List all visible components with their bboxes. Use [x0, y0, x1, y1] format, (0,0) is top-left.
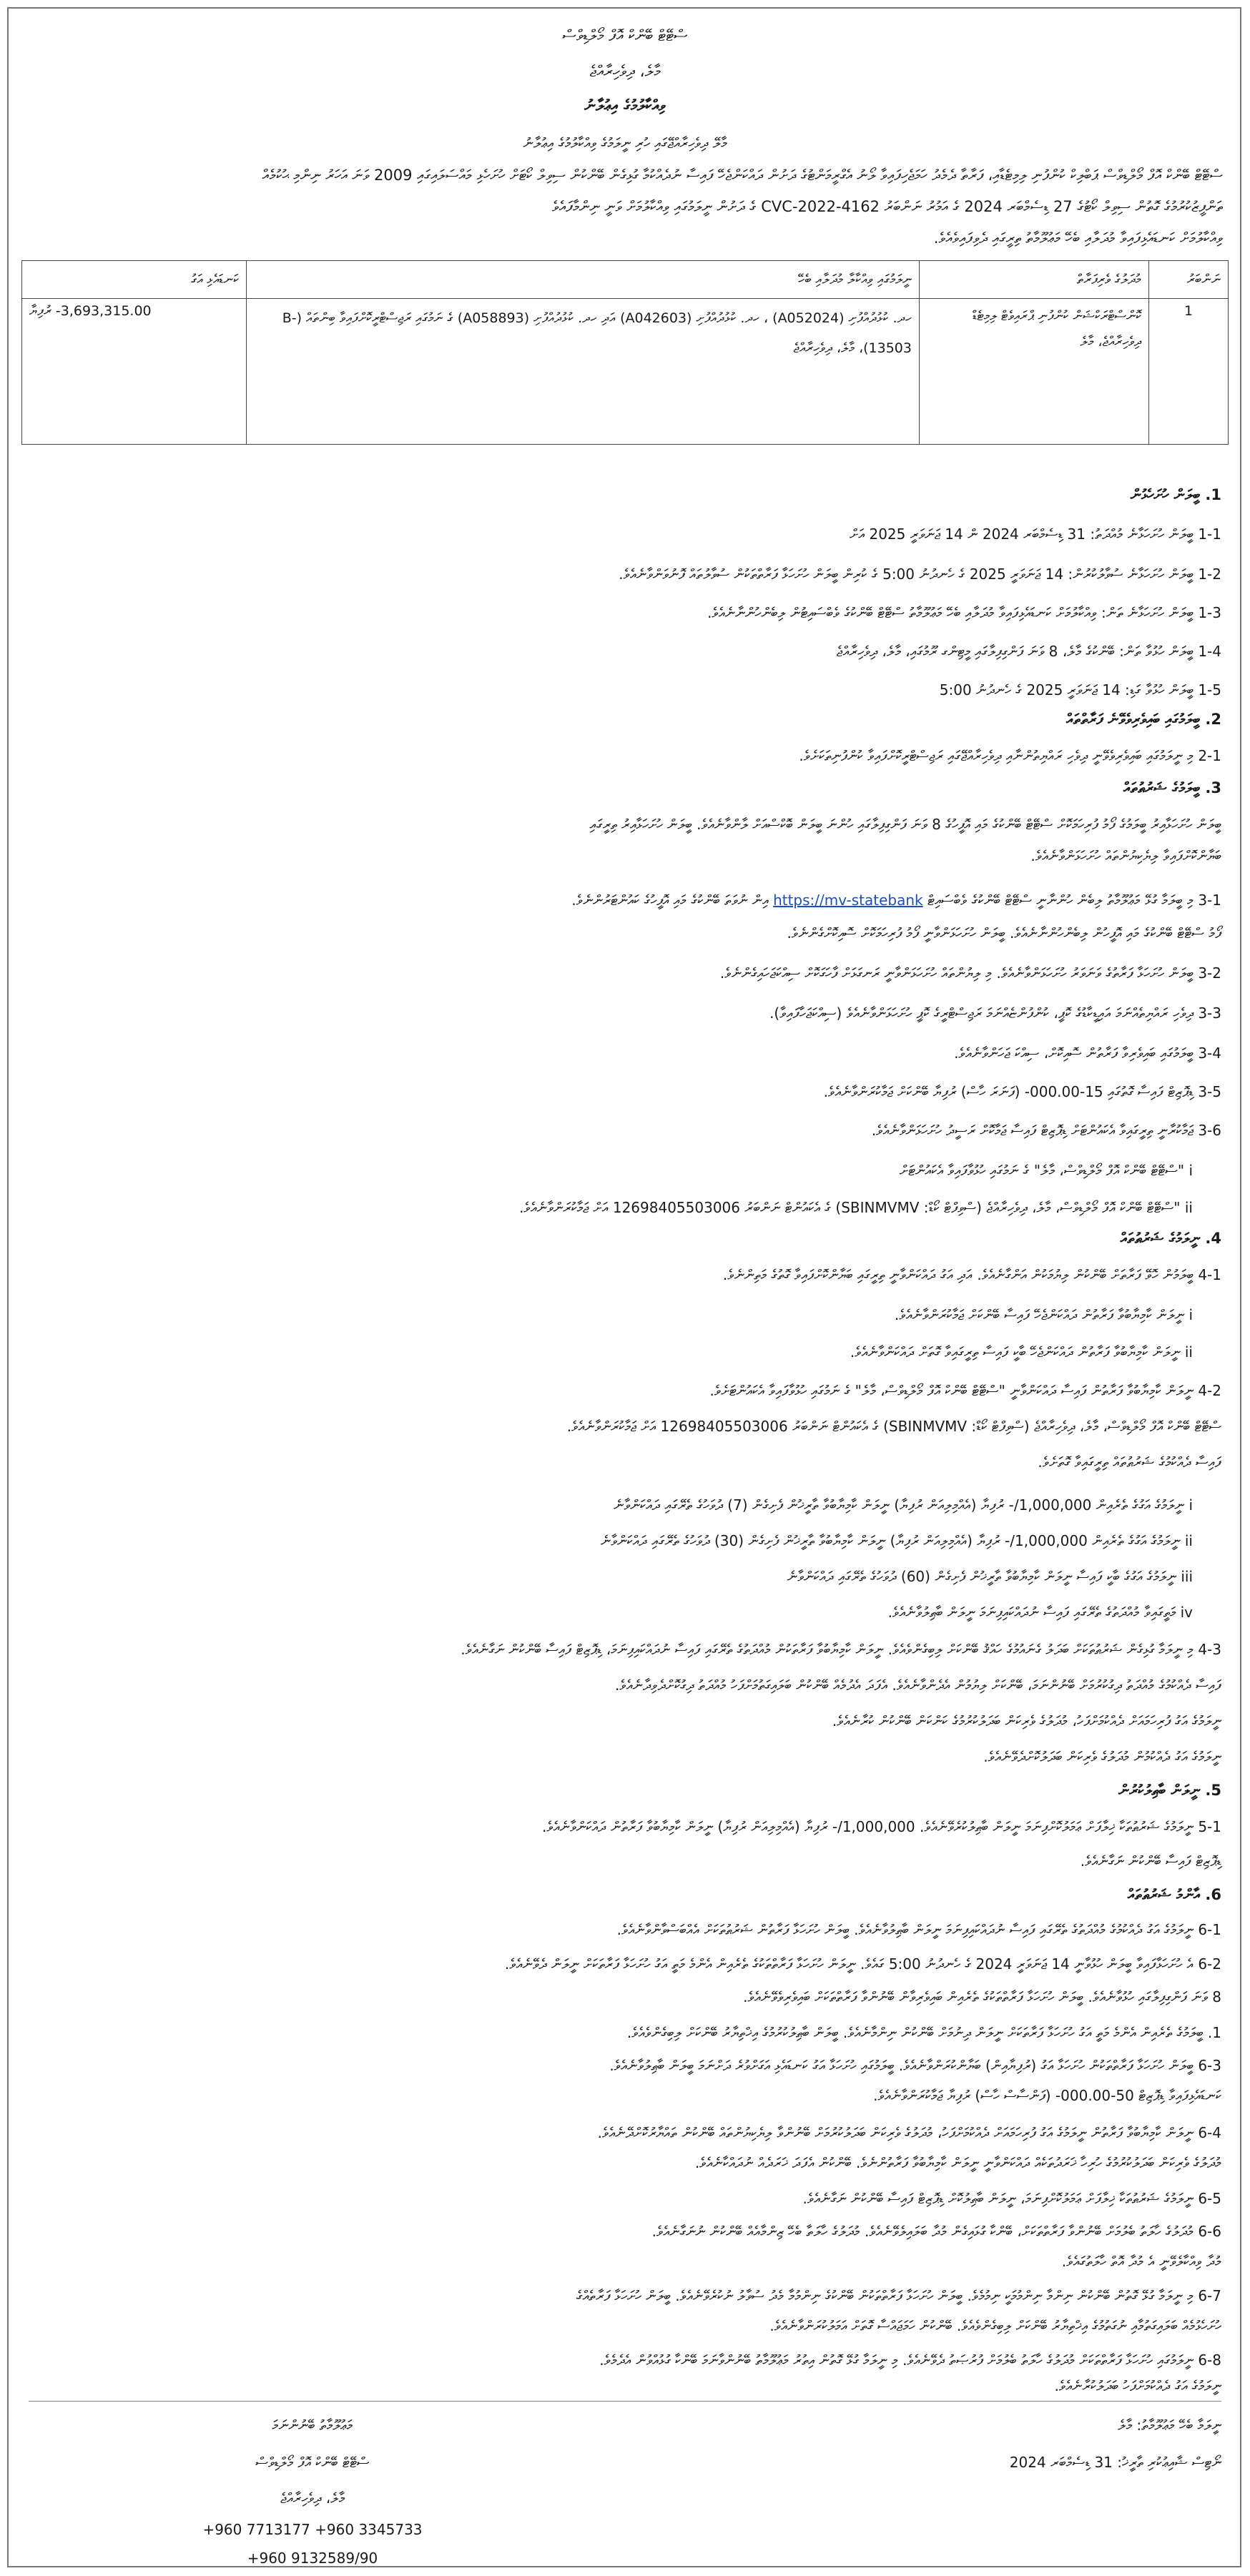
section-4-heading: 4. ނީލަމުގެ ޝަރުޠުތައް: [1120, 1230, 1221, 1247]
col-description: ނީލަމުގައި ވިއްކާލާ މުދަލާއި ބެހޭ: [247, 261, 920, 299]
property-table: [21, 260, 1229, 445]
item-6-line: ނީލަމުގެ އަގު ދެއްކުމަށްފަހު ބަދަލުކުރާނެއެވެ.: [1054, 2377, 1221, 2394]
item-6-line: މުދަލުގެ ވެރިކަން ބަދަލުކުރުމުގެ ހުރިހާ ޚަރަދުތަކެއް ދައްކަންވާނީ ނީލަން ކާމިޔާބުވާ ފަރާތުންނެވެ. ބޭންކުން އެފަދަ ޚަރަދެއް ނުދައްކާނެއެވެ.: [694, 2154, 1221, 2171]
item-4-2-i: i ނީލަމުގެ އަގުގެ ތެރެއިން 1,000,000/- ރުފިޔާ (އެއްމިލިއަން ރުފިޔާ) ނީލަން ކާމިޔާބުވާ ތާރީޚުން ފެށިގެން (7) ދުވަހުގެ ތެރޭގައި ދައްކަންވާނެ: [614, 1496, 1193, 1514]
item-6-line: 6-8 ނީލަމުގައި ހުށަހަޅާ ފަރާތްތަކަށް މުދަލުގެ ހާލަތު ބެލުމަށް ފުރުޞަތު ދެވޭނެއެވެ. މި ނީލަމާ ގުޅޭ ގޮތުން އިތުރު މަޢުލޫމާތު ބޭނުންވާނަމަ ބޭންކާ ގުޅުއްވުން އެދެމެވެ.: [599, 2352, 1221, 2369]
item-6-line: 1. ބީލަމުގެ ތެރެއިން އެންމެ މަތީ އަގު ހުށަހަޅާ ފަރާތަކަށް ނީލަން ދިނުމަށް ބޭންކުން ނިންމާނެއެވެ. ބީލަން ބާޠިލުކުރުމުގެ އިޚްތިޔާރު ބޭންކަށް ލިބިގެންވެއެވެ.: [626, 2024, 1221, 2041]
footer-divider: [29, 2401, 1221, 2402]
row-price: 3,693,315.00- ރުފިޔާ: [22, 299, 247, 445]
item-4-3-line-3: ނީލަމުގެ އަގު ފުރިހަމައަށް ދެއްކުމަށްފަހު، މުދަލުގެ ވެރިކަން ބަދަލުކުރުމުގެ ކަންކަން ބޭންކުން ކުރާނެއެވެ.: [832, 1712, 1221, 1729]
section-3-intro-1: ބީލަން ހުށަހަޅާއިރު ބީލަމުގެ ފޯމު ފުރިހަމަކޮށް ސްޓޭޓް ބޭންކުގެ މައި އޮފީހުގެ 8 ވަނަ ފަންގިފިލާގައި ހުންނަ ބީލަން ބޮކްސްއަށް ލާންވާނެއެވެ. ބީލަން ހުށަހަޅާއިރު ތިރީގައި: [589, 816, 1221, 833]
item-4-3-line-4: ނީލަމުގެ އަގު ދެއްކުމުން މުދަލުގެ ވެރިކަން ބަދަލުކޮށްދެވޭނެއެވެ.: [983, 1748, 1221, 1765]
item-6-line: 6-4 ނީލަން ކާމިޔާބުވާ ފަރާތުން ނީލަމުގެ އަގު ފުރިހަމައަށް ދެއްކުމަށްފަހު، މުދަލުގެ ވެރިކަން ބަދަލުކުރުމަށް ބޭނުންވާ ލިޔެކިޔުންތައް ބޭންކުން ތައްޔާރުކޮށްދޭނެއެވެ.: [597, 2124, 1221, 2141]
item-4-3-line-2: ފައިސާ ދެއްކުމުގެ މުއްދަތު ދިގުކުރުމަށް ބޭނުންނަމަ، ބޭންކަށް ލިޔުމުން އެދެންވާނެއެވެ. އެފަދަ އެދުމެއް ބޭންކުން ބަލައިގަތުމަށްފަހު މުއްދަތު ދިގުކޮށްދެވިދާނެއެވެ.: [614, 1677, 1221, 1694]
item-6-line: 6-2 އެ ހުށަހަޅާފައިވާ ބީލަން ހުޅުވާނީ 14 ޖަނަވަރީ 2024 ގެ ހެނދުނު 5:00 ގައެވެ. ނީލަން ހުށަހަޅާ ފަރާތްތަކުގެ ތެރެއިން އެންމެ މަތީ އަގު ހުށަހަޅާ ފަރާތަކަށް ނީލަން ދެވޭނެއެވެ.: [504, 1955, 1221, 1973]
item-4-1: 4-1 ބީލަމުން ހޮވޭ ފަރާތަށް ބޭންކުން ލިޔުމަކުން އަންގާނެއެވެ. އަދި އަގު ދައްކަންވާނީ ތިރީގައި ބަޔާންކޮށްފައިވާ ގޮތުގެ މަތިންނެވެ.: [722, 1266, 1221, 1283]
intro-line-2: ތަންފީޒުކުރުމުގެ ގޮތުން ސިވިލް ކޯޓުގެ 27 ޑިސެމްބަރ 2024 ގެ އަމުރު ނަންބަރު 4162-CVC-2022 ގެ ދަށުން ނީލަމުގައި ވިއްކާލުމަށް ވަނީ ނިންމާފައެވެ: [552, 198, 1223, 215]
item-3-6-i: i "ސްޓޭޓް ބޭންކް އޮފް މޯލްޑިވްސް، މާލެ" ގެ ނަމުގައި ހުޅުވާފައިވާ އެކައުންޓަށް: [899, 1162, 1193, 1179]
item-4-2-iii: iii ނީލަމުގެ އަގުގެ ބާކީ ފައިސާ ނީލަން ކާމިޔާބުވާ ތާރީޚުން ފެށިގެން (60) ދުވަހުގެ ތެރޭގައި ދައްކަންވާނެ: [787, 1568, 1193, 1585]
item-6-line: މުދާ ވިއްކާލެވޭނީ އެ މުދާ އޮތް ހާލަތުގައެވެ.: [1061, 2253, 1221, 2270]
item-4-1-ii: ii ނީލަން ކާމިޔާބުވާ ފަރާތުން ދައްކަންޖެހޭ ބާކީ ފައިސާ ތިރީގައިވާ ގޮތަށް ދައްކަންވާނެއެވެ.: [850, 1343, 1193, 1361]
section-3-heading: 3. ބީލަމުގެ ޝަރުޠުތައް: [1123, 779, 1221, 796]
col-number: ނަންބަރު: [1149, 261, 1229, 299]
item-6-line: ހުށަހެޅުމެއް ބަލައިގަތުމާއި ނުގަތުމުގެ އިޚްތިޔާރު ބޭންކަށް ލިބިގެންވެއެވެ. ބޭންކުން ހަމަޖައްސާ ގޮތަށް އަމަލުކުރަންވާނެއެވެ.: [769, 2317, 1221, 2334]
item-4-2-iv: iv މަތީގައިވާ މުއްދަތުގެ ތެރޭގައި ފައިސާ ނުދައްކައިފިނަމަ ނީލަން ބާޠިލުވާނެއެވެ.: [887, 1604, 1193, 1621]
item-3-3: 3-3 ދިވެހި ރައްޔިތެއްނަމަ އައިޑީކާޑުގެ ކޮޕީ، ކުންފުންޏެއްނަމަ ރަޖިސްޓްރީގެ ކޮޕީ ހުށަހަޅަންވާނެއެވެ (ސިއްކަޖަހާފައިވާ).: [769, 1005, 1221, 1022]
item-4-2: 4-2 ނީލަން ކާމިޔާބުވާ ފަރާތުން ފައިސާ ދައްކަންވާނީ "ސްޓޭޓް ބޭންކް އޮފް މޯލްޑިވްސް، މާލެ" ގެ ނަމުގައި ހުޅުވާފައިވާ އެކައުންޓަށެވެ.: [709, 1382, 1221, 1399]
item-1-2: 1-2 ބީލަން ހުށަހަޅާނެ ސުވާލުކުރުން: 14 ޖަނަވަރީ 2025 ގެ ހެނދުނު 5:00 ގެ ކުރިން ބީލަން ހުށަހަޅާ ފަރާތްތަކުން ސުވާލުތައް ފޮނުވަންވާނެއެވެ.: [619, 566, 1221, 583]
col-price: ކަނޑައެޅި އަގު: [22, 261, 247, 299]
item-4-3: 4-3 މި ނީލަމާ ގުޅިގެން ޝަރުޠުތަކަށް ބަދަލު ގެނައުމުގެ ހައްޤު ބޭންކަށް ލިބިގެންވެއެވެ. ނީލަން ކާމިޔާބުވާ ފަރާތަކުން މުއްދަތުގެ ތެރޭގައި ފައިސާ ނުދައްކައިފިނަމަ، ޑިޕޮޒިޓް ފައިސާ ބޭންކުން ނަގާނެއެވެ.: [461, 1641, 1221, 1658]
footer-location: ނީލަމާ ބެހޭ މަޢުލޫމާތު: މާލެ: [1118, 2417, 1221, 2434]
item-6-line: 6-1 ނީލަމުގެ އަގު ދެއްކުމުގެ މުއްދަތުގެ ތެރޭގައި ފައިސާ ނުދައްކައިފިނަމަ ނީލަން ބާޠިލުވާނެއެވެ. ބީލަން ހުށަހަޅާ ފަރާތުން ޝަރުޠުތަކަށް އެއްބަސްވާންވާނެއެވެ.: [616, 1921, 1221, 1938]
item-5-1: 5-1 ނީލަމުގެ ޝަރުޠުތަކާ ޚިލާފަށް ޢަމަލުކޮށްފިނަމަ ނީލަން ބާޠިލުކުރެވޭނެއެވެ. 1,000,000/- ރުފިޔާ (އެއްމިލިއަން ރުފިޔާ) ނީލަން ކާމިޔާބުވާ ފަރާތުން ދައްކަންވާނެއެވެ.: [542, 1818, 1221, 1835]
row-number: 1: [1149, 299, 1229, 445]
footer-date: ނޯޓިސް ޝާއިޢުކުރި ތާރީޚު: 31 ޑިސެމްބަރ 2024: [1009, 2454, 1221, 2471]
table-row: [22, 299, 1229, 445]
item-3-5: 3-5 ޑިޕޮޒިޓް ފައިސާ ގޮތުގައި 15-000.00- (ފަނަރަ ހާސް) ރުފިޔާ ބޭންކަށް ޖަމާކުރަންވާނެއެވެ.: [823, 1083, 1221, 1100]
item-3-6: 3-6 ޖަމާކުރާނީ ތިރީގައިވާ އެކައުންޓަށް ޑިޕޮޒިޓް ފައިސާ ޖަމާކޮށް ރަސީދު ހުށަހަޅަންވާނެއެވެ.: [871, 1122, 1221, 1139]
row-description: ހދ. ކުޅުދުއްފުށި (A052024) ، ހދ. ކުޅުދުއްފުށި (A042603) އަދި ހދ. ކުޅުދުއްފުށި (A058893) ގެ ނަމުގައި ރަޖިސްޓްރީކޮށްފައިވާ ބިންތައް (B-13503)، މާލެ، ދިވެހިރާއްޖެ: [247, 299, 920, 445]
section-1-heading: 1. ބީލަން ހުށަހެޅުން: [1130, 486, 1221, 503]
section-3-intro-2: ބަޔާންކޮށްފައިވާ ލިޔެކިޔުންތައް ހުށަހަޅަންވާނެއެވެ.: [1030, 847, 1221, 864]
intro-line-3: ވިއްކާލުމަށް ކަނޑައެޅިފައިވާ މުދަލާއި ބެހޭ މަޢުލޫމާތު ތިރީގައި ދެވިފައިވެއެވެ.: [933, 230, 1223, 247]
footer-bank-name: ސްޓޭޓް ބޭންކް އޮފް މޯލްޑިވްސް: [255, 2454, 370, 2471]
item-5-1-line-2: ޑިޕޮޒިޓް ފައިސާ ބޭންކުން ނަގާނެއެވެ.: [1080, 1852, 1221, 1870]
item-3-6-ii: ii "ސްޓޭޓް ބޭންކް އޮފް މޯލްޑިވްސް، މާލެ، ދިވެހިރާއްޖެ (ސްވިފްޓް ކޯޑް: SBINMVMV) ގެ އެކައުންޓް ނަންބަރު 12698405503006 އަށް ޖަމާކުރަންވާނެއެވެ.: [519, 1199, 1193, 1216]
bank-name: ސްޓޭޓް ބޭންކް އޮފް މޯލްޑިވްސް: [562, 27, 688, 45]
table-header-row: [22, 261, 1229, 299]
notice-title: ވިއްކާލުމުގެ އިޢުލާނު: [584, 97, 666, 115]
item-6-line: 6-6 މުދަލުގެ ހާލަތު ބެލުމަށް ބޭނުންވާ ފަރާތްތަކަށް، ބޭންކާ ގުޅައިގެން މުދާ ބަލައިލެވޭނެއެވެ. މުދަލުގެ ހާލަތާ ބެހޭ ޒިންމާއެއް ބޭންކުން ނުނަގާނެއެވެ.: [651, 2223, 1221, 2240]
section-5-heading: 5. ނީލަން ބާޠިލުކުރުން: [1118, 1782, 1221, 1799]
item-6-line: 6-5 ނީލަމުގެ ޝަރުޠުތަކާ ޚިލާފަށް ޢަމަލުކޮށްފިނަމަ، ނީލަން ބާޠިލުކޮށް ޑިޕޮޒިޓް ފައިސާ ބޭންކުން ނަގާނެއެވެ.: [802, 2190, 1221, 2207]
bank-city: މާލެ، ދިވެހިރާއްޖެ: [589, 63, 661, 81]
item-1-5: 1-5 ބީލަން ހުޅުވާ ގަޑި: 14 ޖަނަވަރީ 2025 ގެ ހެނދުނު 5:00: [939, 681, 1221, 699]
item-2-1: 2-1 މި ނީލަމުގައި ބައިވެރިވެވޭނީ ދިވެހި ރައްޔިތުންނާއި ދިވެހިރާއްޖޭގައި ރަޖިސްޓްރީކޮށްފައިވާ ކުންފުނިތަކަށެވެ.: [799, 747, 1221, 764]
section-2-heading: 2. ބީލަމުގައި ބައިވެރިވެވޭނެ ފަރާތްތައް: [1066, 711, 1221, 728]
statebank-link[interactable]: https://mv-statebank: [773, 892, 923, 909]
item-1-3: 1-3 ބީލަން ހުށަހަޅާނެ ތަން: ވިއްކާލުމަށް ކަނޑައެޅިފައިވާ މުދަލާއި ބެހޭ މަޢުލޫމާތު ސްޓޭޓް ބޭންކުގެ ވެބްސައިޓުން ލިބެންހުންނާނެއެވެ.: [707, 604, 1221, 621]
item-6-line: 8 ވަނަ ފަންގިފިލާގައި ހުޅުވާނެއެވެ. ބީލަން ހުށަހަޅާ ފަރާތްތަކުގެ ތެރެއިން ބައިވެރިވާން ބޭނުންވާ ފަރާތްތަކަށް ބައިވެރިވެވޭނެއެވެ.: [743, 1988, 1221, 2005]
footer-fax: +960 9132589/90: [247, 2550, 378, 2567]
item-1-1: 1-1 ބީލަން ހުށަހަޅާނެ މުއްދަތު: 31 ޑިސެމްބަރ 2024 ން 14 ޖަނަވަރީ 2025 އަށް: [850, 525, 1221, 543]
item-4-2-line-2: ސްޓޭޓް ބޭންކް އޮފް މޯލްޑިވްސް، މާލެ، ދިވެހިރާއްޖެ (ސްވިފްޓް ކޯޑް: SBINMVMV) ގެ އެކައުންޓް ނަންބަރު 12698405503006 އަށް ޖަމާކުރަންވާނެއެވެ.: [566, 1418, 1221, 1435]
col-owner: މުދަލުގެ ވެރިފަރާތް: [920, 261, 1149, 299]
row-owner: ކޮންސްޓްރަކްޝަން ކުންފުނި ޕްރައިވެޓް ލިމިޓެޑް ދިވެހިރާއްޖެ، މާލެ: [920, 299, 1149, 445]
intro-line-1: ސްޓޭޓް ބޭންކް އޮފް މޯލްޑިވްސް ޕަބްލިކް ކުންފުނި ލިމިޓެޑާއި، ފަރާތާ ދެމެދު ހަމަޖެހިފައިވާ ލޯނު އެގްރީމަންޓުގެ ދަށުން ދައްކަންޖެހޭ ފައިސާ ނުދެއްކުމާ ގުޅިގެން ބޭންކުން ސިވިލް ކޯޓަށް ހުށަހެޅި މައްސަލައިގައި 2009 ވަނަ އަހަރު ނިންމި ޙުކުމެއް: [262, 167, 1223, 184]
item-3-4: 3-4 ބީލަމުގައި ބައިވެރިވާ ފަރާތުން ސޮއިކޮށް، ސިއްކަ ޖަހަންވާނެއެވެ.: [954, 1045, 1221, 1062]
footer-contact-heading: މަޢުލޫމާތު ބޭނުންނަމަ: [272, 2417, 353, 2434]
item-4-2-ii: ii ނީލަމުގެ އަގުގެ ތެރެއިން 1,000,000/- ރުފިޔާ (އެއްމިލިއަން ރުފިޔާ) ނީލަން ކާމިޔާބުވާ ތާރީޚުން ފެށިގެން (30) ދުވަހުގެ ތެރޭގައި ދައްކަންވާނެ: [600, 1532, 1193, 1549]
item-6-line: 6-3 ބީލަން ހުށަހަޅާ ފަރާތްތަކުން ހުށަހަޅާ އަގު (ރުފިޔާއިން) ބަޔާންކުރަންވާނެއެވެ. ބީލަމުގައި ހުށަހަޅާ އަގު ކަނޑައެޅި އަގަށްވުރެ ދަށްނަމަ ބީލަން ބާޠިލުވާނެއެވެ.: [609, 2057, 1221, 2074]
item-1-4: 1-4 ބީލަން ހުޅުވާ ތަން: ބޭންކުގެ މާލެ، 8 ވަނަ ފަންގިފިލާގައި މީޓިންގ ރޫމުގައި، މާލެ، ދިވެހިރާއްޖެ: [836, 643, 1221, 660]
notice-subtitle: މާލޭ ދިވެހިރާއްޖޭގައި ހުރި ނީލަމުގެ ވިއްކާލުމުގެ އިޢުލާނު: [523, 134, 727, 152]
item-4-1-i: i ނީލަން ކާމިޔާބުވާ ފަރާތުން ދައްކަންޖެހޭ ފައިސާ ބޭންކަށް ޖަމާކުރަންވާނެއެވެ.: [894, 1306, 1193, 1323]
item-3-2: 3-2 ބީލަން ހުށަހަޅާ ފަރާތުގެ ވަނަވަރު ހުށަހަޅަންވާނެއެވެ. މި ލިޔުންތައް ހުށަހަޅަންވާނީ ރަނގަޅަށް ފާހަގަކޮށް ސިއްކަޖަހައިގެންނެވެ.: [719, 964, 1221, 982]
item-3-1: 3-1 މި ބީލަމާ ގުޅޭ މަޢުލޫމާތު ލިބެން ހުންނާނީ ސްޓޭޓް ބޭންކުގެ ވެބްސައިޓް https://mv-statebank އިން ނުވަތަ ބޭންކުގެ މައި އޮފީހުގެ ކައުންޓަރުންނެވެ.: [571, 892, 1221, 909]
footer-bank-city: މާލެ، ދިވެހިރާއްޖެ: [280, 2489, 345, 2507]
item-6-line: ކަނޑައެޅިފައިވާ ޑިޕޮޒިޓް 50-000.00- (ފަންސާސް ހާސް) ރުފިޔާ ޖަމާކުރަންވާނެއެވެ.: [873, 2087, 1221, 2104]
item-4-2-line-3: ފައިސާ ދެއްކުމުގެ ޝަރުޠުތައް ތިރީގައިވާ ގޮތަށެވެ.: [1038, 1454, 1221, 1471]
item-3-1-cont: ފޯމު ސްޓޭޓް ބޭންކުގެ މައި އޮފީހުން ލިބެންހުންނާނެއެވެ. ބީލަން ހުށަހަޅަންވާނީ ފޯމު ފުރިހަމަކޮށް ސޮއިކޮށްގެންނެވެ.: [787, 924, 1221, 942]
item-6-line: 6-7 މި ނީލަމާ ގުޅޭ ގޮތުން ބޭންކުން ނިންމާ ނިންމުމަކީ ނިމުމެވެ. ބީލަން ހުށަހަޅާ ފަރާތްތަކުން ބޭންކުގެ ނިންމުމާ މެދު ސުވާލު ނުކުރެވޭނެއެވެ. ބީލަން ހުށަހަޅާ ފަރާތެއްގެ: [576, 2287, 1221, 2304]
section-6-heading: 6. އާންމު ޝަރުޠުތައް: [1127, 1886, 1221, 1903]
footer-phones: +960 7713177 +960 3345733: [202, 2521, 423, 2538]
